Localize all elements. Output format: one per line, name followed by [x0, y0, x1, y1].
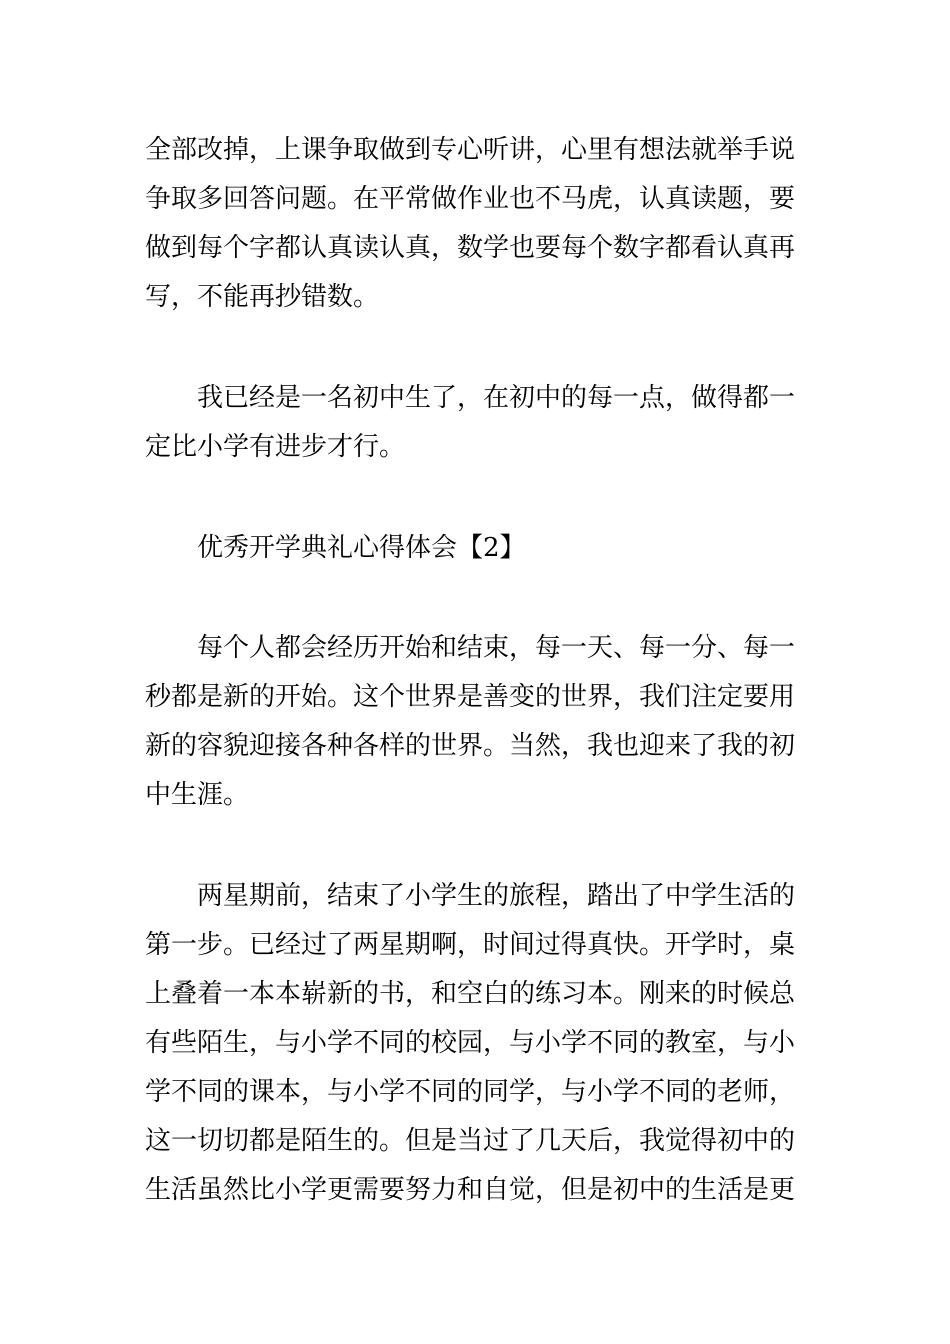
paragraph-1-line-2: 争取多回答问题。在平常做作业也不马虎，认真读题，要 — [145, 184, 796, 214]
paragraph-3-line-1: 每个人都会经历开始和结束，每一天、每一分、每一 — [197, 633, 796, 663]
paragraph-4-line-6: 这一切切都是陌生的。但是当过了几天后，我觉得初中的 — [145, 1126, 796, 1156]
paragraph-2-line-2: 定比小学有进步才行。 — [145, 432, 406, 462]
paragraph-2-line-1: 我已经是一名初中生了，在初中的每一点，做得都一 — [197, 383, 796, 413]
paragraph-1-line-1: 全部改掉，上课争取做到专心听讲，心里有想法就举手说 — [145, 135, 796, 165]
paragraph-4-line-2: 第一步。已经过了两星期啊，时间过得真快。开学时，桌 — [145, 930, 796, 960]
paragraph-1-line-3: 做到每个字都认真读认真，数学也要每个数字都看认真再 — [145, 233, 796, 263]
paragraph-3-line-3: 新的容貌迎接各种各样的世界。当然，我也迎来了我的初 — [145, 731, 796, 761]
paragraph-4-line-4: 有些陌生，与小学不同的校园，与小学不同的教室，与小 — [145, 1028, 796, 1058]
paragraph-3-line-2: 秒都是新的开始。这个世界是善变的世界，我们注定要用 — [145, 682, 796, 712]
paragraph-4-line-7: 生活虽然比小学更需要努力和自觉，但是初中的生活是更 — [145, 1175, 796, 1205]
paragraph-4-line-1: 两星期前，结束了小学生的旅程，踏出了中学生活的 — [197, 881, 796, 911]
paragraph-4-line-3: 上叠着一本本崭新的书，和空白的练习本。刚来的时候总 — [145, 979, 796, 1009]
paragraph-3-line-4: 中生涯。 — [145, 780, 250, 810]
section-heading: 优秀开学典礼心得体会【2】 — [197, 533, 526, 563]
paragraph-1-line-4: 写，不能再抄错数。 — [145, 282, 380, 312]
paragraph-4-line-5: 学不同的课本，与小学不同的同学，与小学不同的老师， — [145, 1077, 796, 1107]
